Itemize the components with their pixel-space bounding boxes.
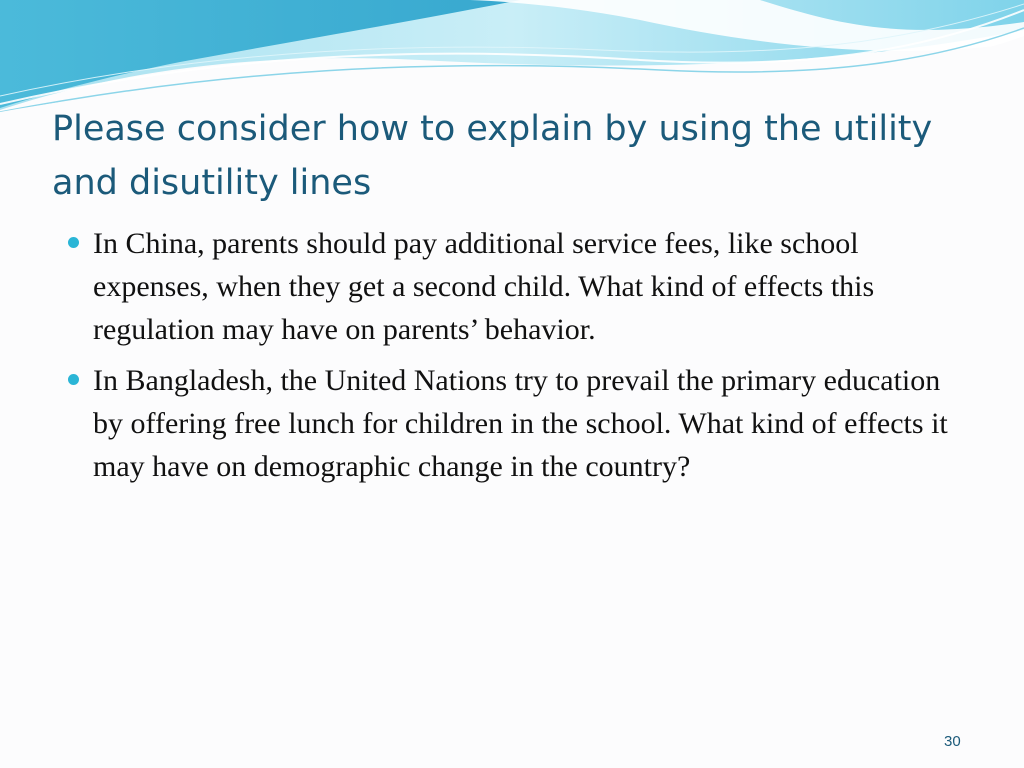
page-number: 30 (944, 733, 961, 750)
bullet-text: In Bangladesh, the United Nations try to prevail the primary education by offering free lunch for children in the school. What kind of effects it may have on demographic change in the country? (93, 364, 948, 483)
bullet-text: In China, parents should pay additional service fees, like school expenses, when they get a second child. What kind of effects this regulation may have on parents’ behavior. (93, 227, 875, 346)
bullet-list (62, 222, 962, 496)
bullet-item-china (62, 222, 962, 351)
bullet-icon (68, 374, 79, 385)
slide-title: Please consider how to explain by using the utility and disutility lines (52, 109, 933, 203)
bullet-icon (68, 237, 79, 248)
bullet-item-bangladesh (62, 359, 962, 488)
